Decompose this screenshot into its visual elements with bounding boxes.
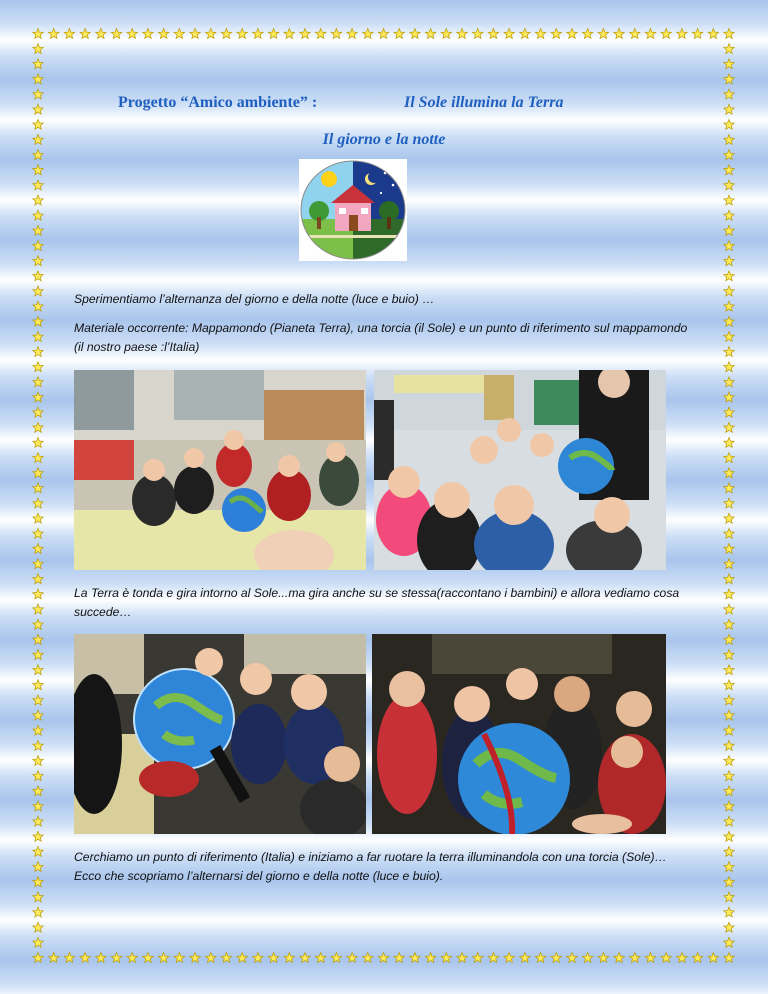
- border-star-icon: [724, 847, 734, 857]
- border-star-icon: [33, 650, 43, 660]
- border-star-icon: [724, 756, 734, 766]
- border-star-icon: [33, 528, 43, 538]
- border-star-icon: [33, 271, 43, 281]
- border-star-icon: [33, 59, 43, 69]
- border-star-icon: [33, 195, 43, 205]
- border-star-icon: [708, 953, 718, 963]
- border-star-icon: [33, 559, 43, 569]
- border-star-icon: [33, 953, 43, 963]
- border-star-icon: [378, 953, 388, 963]
- border-star-icon: [724, 362, 734, 372]
- border-star-icon: [363, 953, 373, 963]
- border-star-icon: [567, 953, 578, 963]
- border-star-icon: [410, 953, 420, 963]
- border-star-icon: [33, 286, 43, 296]
- border-star-icon: [33, 786, 43, 796]
- border-star-icon: [143, 29, 154, 39]
- border-star-icon: [724, 271, 734, 281]
- border-star-icon: [33, 438, 43, 448]
- border-star-icon: [661, 29, 671, 39]
- border-star-icon: [724, 544, 734, 554]
- border-star-icon: [347, 953, 357, 963]
- border-star-icon: [33, 377, 43, 387]
- border-star-icon: [143, 953, 154, 963]
- border-star-icon: [33, 256, 43, 266]
- border-star-icon: [630, 953, 641, 963]
- border-star-icon: [158, 29, 169, 39]
- border-star-icon: [33, 74, 43, 84]
- border-star-icon: [33, 362, 43, 372]
- border-star-icon: [33, 847, 43, 857]
- border-star-icon: [724, 907, 734, 917]
- border-star-icon: [33, 877, 43, 887]
- intro-paragraph: Sperimentiamo l’alternanza del giorno e della notte (luce e buio) …: [74, 292, 435, 306]
- border-star-icon: [598, 953, 609, 963]
- border-star-icon: [724, 377, 734, 387]
- border-star-icon: [724, 316, 734, 326]
- border-star-icon: [33, 165, 43, 175]
- border-star-icon: [64, 953, 74, 963]
- border-star-icon: [473, 29, 484, 39]
- border-star-icon: [33, 937, 43, 947]
- project-logo-image: [299, 159, 407, 261]
- border-star-icon: [331, 953, 341, 963]
- border-star-icon: [33, 665, 43, 675]
- border-star-icon: [724, 937, 734, 947]
- border-star-icon: [33, 907, 43, 917]
- border-star-icon: [33, 680, 43, 690]
- border-star-icon: [33, 922, 43, 932]
- border-star-icon: [33, 695, 43, 705]
- border-star-icon: [33, 422, 43, 432]
- border-star-icon: [614, 29, 625, 39]
- border-star-icon: [724, 332, 734, 342]
- border-star-icon: [724, 725, 734, 735]
- materials-paragraph: Materiale occorrente: Mappamondo (Pianeta Terra), una torcia (il Sole) e un punto di riferimento sul mappamondo (il nostro paese :l’Italia): [74, 321, 688, 354]
- border-star-icon: [410, 29, 420, 39]
- border-star-icon: [535, 953, 546, 963]
- border-star-icon: [33, 316, 43, 326]
- border-star-icon: [300, 953, 311, 963]
- border-star-icon: [394, 953, 404, 963]
- border-star-icon: [724, 195, 734, 205]
- border-star-icon: [284, 953, 295, 963]
- border-star-icon: [724, 301, 734, 311]
- border-star-icon: [457, 953, 468, 963]
- border-star-icon: [394, 29, 404, 39]
- border-star-icon: [724, 604, 734, 614]
- border-star-icon: [488, 953, 499, 963]
- border-star-icon: [174, 953, 185, 963]
- photo-classroom-globe: [74, 370, 366, 570]
- border-star-icon: [724, 422, 734, 432]
- border-star-icon: [33, 725, 43, 735]
- border-star-icon: [33, 544, 43, 554]
- border-star-icon: [724, 831, 734, 841]
- border-star-icon: [33, 498, 43, 508]
- border-star-icon: [96, 953, 106, 963]
- border-star-icon: [692, 953, 702, 963]
- border-star-icon: [221, 953, 232, 963]
- border-star-icon: [567, 29, 578, 39]
- border-star-icon: [158, 953, 169, 963]
- border-star-icon: [33, 180, 43, 190]
- border-star-icon: [504, 29, 515, 39]
- border-star-icon: [724, 119, 734, 129]
- border-star-icon: [724, 574, 734, 584]
- border-star-icon: [33, 619, 43, 629]
- border-star-icon: [111, 953, 122, 963]
- border-star-icon: [33, 104, 43, 114]
- border-star-icon: [316, 953, 326, 963]
- border-star-icon: [724, 407, 734, 417]
- border-star-icon: [724, 347, 734, 357]
- border-star-icon: [33, 574, 43, 584]
- border-star-icon: [724, 619, 734, 629]
- border-star-icon: [441, 953, 451, 963]
- border-star-icon: [237, 29, 248, 39]
- border-star-icon: [33, 347, 43, 357]
- border-star-icon: [582, 953, 593, 963]
- border-star-icon: [724, 180, 734, 190]
- border-star-icon: [33, 513, 43, 523]
- earth-rotation-paragraph: La Terra è tonda e gira intorno al Sole...ma gira anche su se stessa(raccontano i bambini) e allora vediamo cosa succede…: [74, 586, 680, 619]
- border-star-icon: [33, 210, 43, 220]
- border-star-icon: [724, 438, 734, 448]
- border-star-icon: [33, 29, 43, 39]
- border-star-icon: [316, 29, 326, 39]
- border-star-icon: [33, 150, 43, 160]
- border-star-icon: [441, 29, 451, 39]
- border-star-icon: [33, 44, 43, 54]
- border-star-icon: [724, 210, 734, 220]
- border-star-icon: [33, 862, 43, 872]
- border-star-icon: [33, 831, 43, 841]
- border-star-icon: [630, 29, 641, 39]
- border-star-icon: [378, 29, 388, 39]
- border-star-icon: [33, 225, 43, 235]
- border-star-icon: [724, 816, 734, 826]
- border-star-icon: [80, 29, 90, 39]
- border-star-icon: [724, 680, 734, 690]
- border-star-icon: [724, 29, 734, 39]
- border-star-icon: [724, 801, 734, 811]
- border-star-icon: [331, 29, 341, 39]
- border-star-icon: [33, 483, 43, 493]
- border-star-icon: [504, 953, 515, 963]
- border-star-icon: [33, 392, 43, 402]
- border-star-icon: [33, 407, 43, 417]
- border-star-icon: [724, 589, 734, 599]
- border-star-icon: [488, 29, 499, 39]
- photo-kids-around-globe: [372, 634, 666, 834]
- border-star-icon: [692, 29, 702, 39]
- border-star-icon: [33, 119, 43, 129]
- border-star-icon: [127, 29, 138, 39]
- border-star-icon: [724, 286, 734, 296]
- border-star-icon: [33, 740, 43, 750]
- border-star-icon: [724, 695, 734, 705]
- border-star-icon: [127, 953, 138, 963]
- border-star-icon: [724, 165, 734, 175]
- border-star-icon: [253, 953, 264, 963]
- border-star-icon: [33, 756, 43, 766]
- border-star-icon: [347, 29, 357, 39]
- border-star-icon: [111, 29, 122, 39]
- border-star-icon: [598, 29, 609, 39]
- border-star-icon: [64, 29, 74, 39]
- border-star-icon: [33, 801, 43, 811]
- border-star-icon: [174, 29, 185, 39]
- border-star-icon: [724, 59, 734, 69]
- border-star-icon: [33, 332, 43, 342]
- border-star-icon: [457, 29, 468, 39]
- border-star-icon: [33, 241, 43, 251]
- border-star-icon: [724, 256, 734, 266]
- border-star-icon: [724, 150, 734, 160]
- border-star-icon: [724, 650, 734, 660]
- border-star-icon: [724, 513, 734, 523]
- border-star-icon: [661, 953, 671, 963]
- border-star-icon: [300, 29, 311, 39]
- border-star-icon: [425, 29, 435, 39]
- border-star-icon: [724, 786, 734, 796]
- border-star-icon: [363, 29, 373, 39]
- border-star-icon: [33, 468, 43, 478]
- border-star-icon: [724, 892, 734, 902]
- border-star-icon: [582, 29, 593, 39]
- border-star-icon: [33, 710, 43, 720]
- border-star-icon: [724, 634, 734, 644]
- border-star-icon: [724, 44, 734, 54]
- project-title: Progetto “Amico ambiente” :: [118, 94, 318, 111]
- border-star-icon: [284, 29, 295, 39]
- border-star-icon: [724, 392, 734, 402]
- border-star-icon: [724, 453, 734, 463]
- border-star-icon: [33, 89, 43, 99]
- border-star-icon: [724, 665, 734, 675]
- border-star-icon: [520, 29, 531, 39]
- border-star-icon: [724, 74, 734, 84]
- border-star-icon: [33, 301, 43, 311]
- border-star-icon: [708, 29, 718, 39]
- border-star-icon: [268, 953, 279, 963]
- border-star-icon: [645, 953, 656, 963]
- page-subtitle: Il giorno e la notte: [322, 131, 446, 148]
- border-star-icon: [724, 89, 734, 99]
- border-star-icon: [724, 104, 734, 114]
- border-star-icon: [33, 453, 43, 463]
- border-star-icon: [535, 29, 546, 39]
- border-star-icon: [724, 468, 734, 478]
- border-star-icon: [96, 29, 106, 39]
- border-star-icon: [33, 816, 43, 826]
- border-star-icon: [551, 29, 562, 39]
- border-star-icon: [49, 29, 59, 39]
- conclusion-paragraph: Cerchiamo un punto di riferimento (Italia) e iniziamo a far ruotare la terra illuminandola con una torcia (Sole)… Ecco che scopriamo l’alternarsi del giorno e della notte (luce e buio).: [74, 850, 667, 883]
- border-star-icon: [614, 953, 625, 963]
- border-star-icon: [425, 953, 435, 963]
- border-star-icon: [33, 771, 43, 781]
- border-star-icon: [49, 953, 59, 963]
- border-star-icon: [724, 528, 734, 538]
- border-star-icon: [724, 953, 734, 963]
- border-star-icon: [520, 953, 531, 963]
- border-star-icon: [724, 498, 734, 508]
- photo-children-teacher-globe: [374, 370, 666, 570]
- border-star-icon: [724, 740, 734, 750]
- border-star-icon: [237, 953, 248, 963]
- border-star-icon: [724, 771, 734, 781]
- border-star-icon: [33, 634, 43, 644]
- border-star-icon: [253, 29, 264, 39]
- border-star-icon: [724, 862, 734, 872]
- border-star-icon: [724, 710, 734, 720]
- border-star-icon: [80, 953, 90, 963]
- border-star-icon: [473, 953, 484, 963]
- border-star-icon: [206, 29, 217, 39]
- photo-globe-torch: [74, 634, 366, 834]
- border-star-icon: [33, 604, 43, 614]
- border-star-icon: [221, 29, 232, 39]
- border-star-icon: [677, 953, 687, 963]
- border-star-icon: [268, 29, 279, 39]
- border-star-icon: [33, 892, 43, 902]
- border-star-icon: [190, 29, 201, 39]
- border-star-icon: [551, 953, 562, 963]
- border-star-icon: [33, 589, 43, 599]
- border-star-icon: [724, 241, 734, 251]
- theme-title: Il Sole illumina la Terra: [404, 94, 564, 111]
- border-star-icon: [645, 29, 656, 39]
- border-star-icon: [206, 953, 217, 963]
- border-star-icon: [724, 483, 734, 493]
- border-star-icon: [724, 922, 734, 932]
- border-star-icon: [677, 29, 687, 39]
- border-star-icon: [190, 953, 201, 963]
- border-star-icon: [724, 877, 734, 887]
- border-star-icon: [724, 225, 734, 235]
- border-star-icon: [724, 559, 734, 569]
